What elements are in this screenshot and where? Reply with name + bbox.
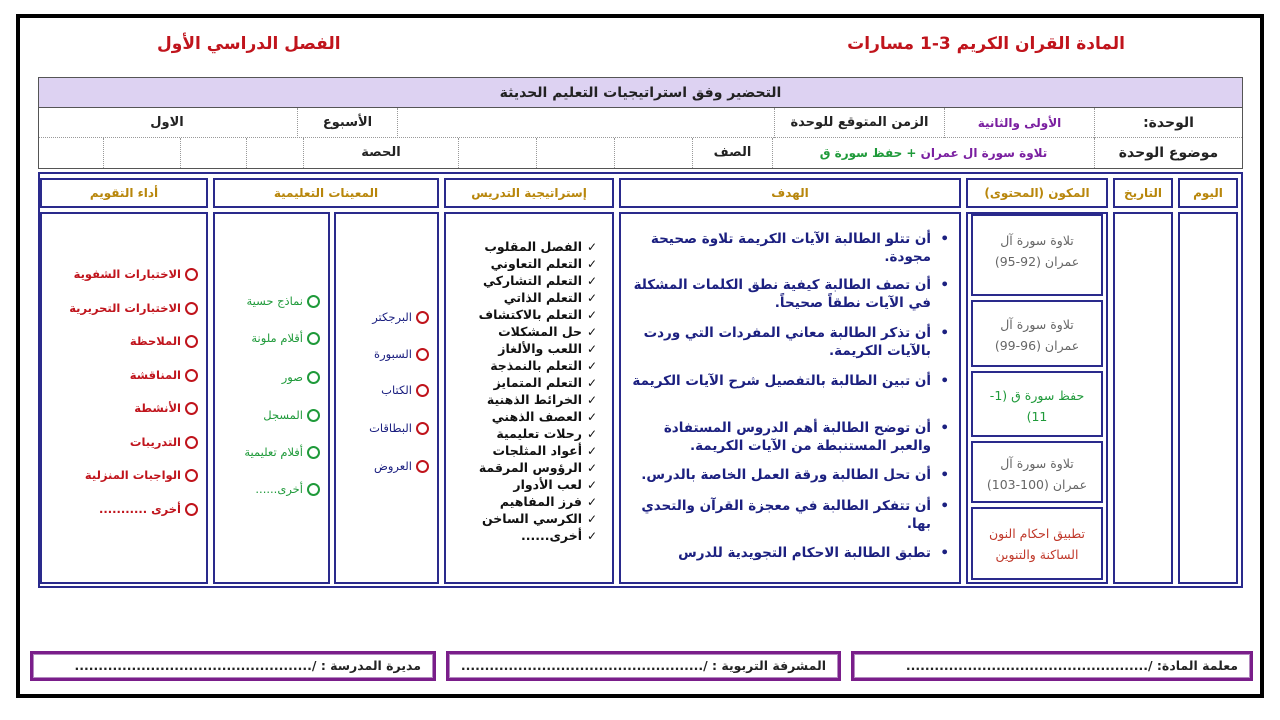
goal-header: الهدف bbox=[619, 178, 961, 208]
evaluation-item[interactable] bbox=[130, 368, 198, 382]
strategy-item[interactable] bbox=[456, 408, 602, 425]
strategy-label: فرز المفاهيم bbox=[499, 494, 582, 509]
strategy-label: التعلم بالنمذجة bbox=[490, 358, 582, 373]
strategy-label: أخرى...... bbox=[520, 528, 582, 543]
check-icon: ✓ bbox=[586, 239, 598, 254]
check-icon: ✓ bbox=[586, 426, 598, 441]
option-label: الاختبارات الشفوية bbox=[73, 267, 181, 281]
content-item bbox=[971, 441, 1103, 503]
resources-b-item[interactable] bbox=[244, 445, 320, 459]
goal-item: • أن تحل الطالبة ورقة العمل الخاصة بالدرس. bbox=[629, 466, 949, 484]
check-icon: ✓ bbox=[586, 358, 598, 373]
info-banner: التحضير وفق استراتيجيات التعليم الحديثة bbox=[39, 78, 1242, 108]
content-line: عمران (92-95) bbox=[994, 254, 1080, 269]
evaluation-column bbox=[40, 212, 208, 584]
check-icon: ✓ bbox=[586, 477, 598, 492]
option-label: أخرى...... bbox=[255, 482, 303, 496]
strategy-item[interactable] bbox=[456, 357, 602, 374]
content-column bbox=[966, 212, 1108, 584]
evaluation-item[interactable] bbox=[130, 435, 198, 449]
strategy-item[interactable] bbox=[456, 306, 602, 323]
strategy-label: التعلم الذاتي bbox=[503, 290, 582, 305]
lesson-plan-table bbox=[38, 172, 1243, 588]
resources-a-item[interactable] bbox=[374, 459, 429, 473]
strategy-item[interactable] bbox=[456, 289, 602, 306]
radio-circle-icon[interactable] bbox=[185, 369, 198, 382]
teacher-signature[interactable]: معلمة المادة: /................................................... bbox=[851, 651, 1253, 681]
option-label: الواجبات المنزلية bbox=[84, 468, 181, 482]
content-line: تلاوة سورة آل bbox=[1000, 456, 1074, 471]
period-cell-3[interactable] bbox=[103, 138, 180, 168]
class-cell-1[interactable] bbox=[614, 138, 692, 168]
check-icon: ✓ bbox=[586, 409, 598, 424]
strategy-label: أعواد المثلجات bbox=[492, 443, 582, 458]
subject-title: المادة القران الكريم 3-1 مسارات bbox=[847, 34, 1125, 54]
content-line: الساكنة والتنوين bbox=[995, 547, 1079, 562]
resources-column-a bbox=[334, 212, 439, 584]
info-row-2 bbox=[39, 138, 1242, 168]
goal-item: • أن تبين الطالبة بالتفصيل شرح الآيات الكريمة bbox=[629, 372, 949, 390]
resources-a-item[interactable] bbox=[381, 383, 429, 397]
content-item bbox=[971, 507, 1103, 580]
option-label: المسجل bbox=[263, 408, 303, 422]
radio-circle-icon[interactable] bbox=[416, 422, 429, 435]
option-label: المناقشة bbox=[129, 368, 181, 382]
check-icon: ✓ bbox=[586, 256, 598, 271]
option-label: أفلام تعليمية bbox=[244, 445, 303, 459]
check-icon: ✓ bbox=[586, 307, 598, 322]
radio-circle-icon[interactable] bbox=[307, 409, 320, 422]
option-label: نماذج حسية bbox=[246, 294, 303, 308]
option-label: الأنشطة bbox=[134, 401, 181, 415]
strategy-label: الرؤوس المرقمة bbox=[478, 460, 582, 475]
resources-a-item[interactable] bbox=[372, 310, 429, 324]
strategy-item[interactable] bbox=[456, 272, 602, 289]
strategy-list bbox=[456, 238, 602, 544]
content-line: تلاوة سورة آل bbox=[1000, 233, 1074, 248]
option-label: صور bbox=[281, 370, 303, 384]
strategy-label: اللعب والألغاز bbox=[498, 341, 582, 356]
radio-circle-icon[interactable] bbox=[416, 460, 429, 473]
check-icon: ✓ bbox=[586, 443, 598, 458]
unit-label: الوحدة: bbox=[1094, 108, 1242, 138]
strategy-item[interactable] bbox=[456, 476, 602, 493]
goal-item: • أن توضح الطالبة أهم الدروس المستفادة والعبر المستنبطة من الآيات الكريمة. bbox=[629, 419, 949, 455]
class-cell-2[interactable] bbox=[536, 138, 614, 168]
day-column[interactable] bbox=[1178, 212, 1238, 584]
topic-label: موضوع الوحدة bbox=[1094, 138, 1242, 168]
option-label: الملاحظة bbox=[129, 334, 181, 348]
radio-circle-icon[interactable] bbox=[185, 302, 198, 315]
strategy-label: التعلم المتمايز bbox=[493, 375, 582, 390]
strategy-label: لعب الأدوار bbox=[513, 477, 582, 492]
content-line: عمران (100-103) bbox=[986, 477, 1088, 492]
resources-b-item[interactable] bbox=[255, 482, 320, 496]
period-cell-1[interactable] bbox=[246, 138, 303, 168]
radio-circle-icon[interactable] bbox=[185, 335, 198, 348]
radio-circle-icon[interactable] bbox=[307, 295, 320, 308]
check-icon: ✓ bbox=[586, 375, 598, 390]
radio-circle-icon[interactable] bbox=[416, 311, 429, 324]
radio-circle-icon[interactable] bbox=[185, 268, 198, 281]
week-value: الاول bbox=[150, 115, 184, 130]
evaluation-header: أداء التقويم bbox=[40, 178, 208, 208]
strategy-item[interactable] bbox=[456, 510, 602, 527]
strategy-item[interactable] bbox=[456, 425, 602, 442]
period-cell-4[interactable] bbox=[37, 138, 103, 168]
radio-circle-icon[interactable] bbox=[185, 503, 198, 516]
strategy-header: إستراتيجية التدريس bbox=[444, 178, 614, 208]
resources-b-item[interactable] bbox=[282, 370, 320, 384]
topic-value-a: تلاوة سورة ال عمران bbox=[920, 146, 1048, 160]
strategy-label: الفصل المقلوب bbox=[484, 239, 582, 254]
resources-b-item[interactable] bbox=[246, 294, 320, 308]
strategy-label: الكرسي الساخن bbox=[482, 511, 582, 526]
strategy-item[interactable] bbox=[456, 442, 602, 459]
strategy-item[interactable] bbox=[456, 391, 602, 408]
supervisor-signature[interactable]: المشرفة التربوية : /................................................... bbox=[446, 651, 841, 681]
resources-a-item[interactable] bbox=[369, 421, 429, 435]
evaluation-item[interactable] bbox=[99, 502, 198, 516]
check-icon: ✓ bbox=[586, 460, 598, 475]
topic-value bbox=[772, 138, 1094, 168]
strategy-item[interactable] bbox=[456, 238, 602, 255]
goal-item: • أن تذكر الطالبة معاني المفردات التي وردت بالآيات الكريمة. bbox=[629, 324, 949, 360]
resources-b-item[interactable] bbox=[251, 331, 320, 345]
content-line: 11) bbox=[1026, 409, 1048, 424]
content-line: عمران (96-99) bbox=[994, 338, 1080, 353]
check-icon: ✓ bbox=[586, 494, 598, 509]
class-cell-3[interactable] bbox=[458, 138, 536, 168]
time-label: الزمن المتوقع للوحدة bbox=[774, 108, 944, 138]
goal-item: • أن تتفكر الطالبة في معجزة القرآن والتحدي بها. bbox=[629, 497, 949, 533]
period-label: الحصة bbox=[303, 138, 458, 168]
check-icon: ✓ bbox=[586, 273, 598, 288]
radio-circle-icon[interactable] bbox=[307, 446, 320, 459]
resources-b-item[interactable] bbox=[263, 408, 320, 422]
strategy-label: رحلات تعليمية bbox=[496, 426, 582, 441]
strategy-label: الخرائط الذهنية bbox=[486, 392, 582, 407]
content-line: تطبيق احكام النون bbox=[989, 526, 1085, 541]
check-icon: ✓ bbox=[586, 290, 598, 305]
evaluation-item[interactable] bbox=[134, 401, 198, 415]
evaluation-item[interactable] bbox=[74, 267, 198, 281]
strategy-item[interactable] bbox=[456, 527, 602, 544]
check-icon: ✓ bbox=[586, 511, 598, 526]
info-table bbox=[38, 77, 1243, 169]
check-icon: ✓ bbox=[586, 341, 598, 356]
content-header: المكون (المحتوى) bbox=[966, 178, 1108, 208]
day-header: اليوم bbox=[1178, 178, 1238, 208]
evaluation-item[interactable] bbox=[85, 468, 198, 482]
strategy-item[interactable] bbox=[456, 374, 602, 391]
strategy-item[interactable] bbox=[456, 493, 602, 510]
option-label: السبورة bbox=[374, 347, 412, 361]
strategy-column bbox=[444, 212, 614, 584]
goal-item: • أن تصف الطالبة كيفية نطق الكلمات المشكلة في الآيات نطقاً صحيحاً. bbox=[629, 276, 949, 312]
content-item bbox=[971, 300, 1103, 367]
resources-column-b bbox=[213, 212, 330, 584]
content-item bbox=[971, 214, 1103, 296]
radio-circle-icon[interactable] bbox=[185, 469, 198, 482]
date-header: التاريخ bbox=[1113, 178, 1173, 208]
radio-circle-icon[interactable] bbox=[307, 483, 320, 496]
goal-item: • أن تتلو الطالبة الآيات الكريمة تلاوة صحيحة مجودة. bbox=[629, 230, 949, 266]
principal-signature[interactable]: مديرة المدرسة : /.................................................. bbox=[30, 651, 436, 681]
radio-circle-icon[interactable] bbox=[185, 436, 198, 449]
check-icon: ✓ bbox=[586, 324, 598, 339]
option-label: أقلام ملونة bbox=[251, 331, 303, 345]
option-label: التدريبات bbox=[129, 435, 181, 449]
radio-circle-icon[interactable] bbox=[185, 402, 198, 415]
check-icon: ✓ bbox=[586, 392, 598, 407]
class-label: الصف bbox=[692, 138, 772, 168]
topic-value-sep: + bbox=[902, 146, 921, 160]
option-label: الكتاب bbox=[381, 383, 412, 397]
evaluation-item[interactable] bbox=[130, 334, 198, 348]
info-row-1 bbox=[39, 108, 1242, 138]
option-label: الاختبارات التحريرية bbox=[69, 301, 181, 315]
content-line: تلاوة سورة آل bbox=[1000, 317, 1074, 332]
semester-title: الفصل الدراسي الأول bbox=[157, 34, 341, 54]
strategy-label: حل المشكلات bbox=[498, 324, 582, 339]
radio-circle-icon[interactable] bbox=[416, 384, 429, 397]
date-column[interactable] bbox=[1113, 212, 1173, 584]
time-value[interactable] bbox=[397, 108, 774, 138]
week-label: الأسبوع bbox=[297, 108, 397, 138]
check-icon: ✓ bbox=[586, 528, 598, 543]
option-label: البطاقات bbox=[369, 421, 412, 435]
strategy-label: العصف الذهني bbox=[491, 409, 582, 424]
content-line: حفظ سورة ق (1- bbox=[989, 388, 1085, 403]
option-label: أخرى ........... bbox=[99, 502, 181, 516]
option-label: العروض bbox=[373, 459, 412, 473]
goal-column bbox=[619, 212, 961, 584]
radio-circle-icon[interactable] bbox=[416, 348, 429, 361]
evaluation-item[interactable] bbox=[69, 301, 198, 315]
strategy-item[interactable] bbox=[456, 340, 602, 357]
topic-value-b: حفظ سورة ق bbox=[819, 146, 903, 160]
unit-value: الأولى والثانية bbox=[944, 108, 1094, 138]
strategy-item[interactable] bbox=[456, 255, 602, 272]
resources-header: المعينات التعليمية bbox=[213, 178, 439, 208]
strategy-item[interactable] bbox=[456, 459, 602, 476]
strategy-label: التعلم التعاوني bbox=[490, 256, 582, 271]
radio-circle-icon[interactable] bbox=[307, 371, 320, 384]
strategy-item[interactable] bbox=[456, 323, 602, 340]
resources-a-item[interactable] bbox=[374, 347, 429, 361]
period-cell-2[interactable] bbox=[180, 138, 246, 168]
content-item bbox=[971, 371, 1103, 437]
goal-item: • تطبق الطالبة الاحكام التجويدية للدرس bbox=[629, 544, 949, 562]
strategy-label: التعلم بالاكتشاف bbox=[478, 307, 582, 322]
radio-circle-icon[interactable] bbox=[307, 332, 320, 345]
option-label: البرجكتر bbox=[372, 310, 412, 324]
strategy-label: التعلم التشاركي bbox=[483, 273, 582, 288]
